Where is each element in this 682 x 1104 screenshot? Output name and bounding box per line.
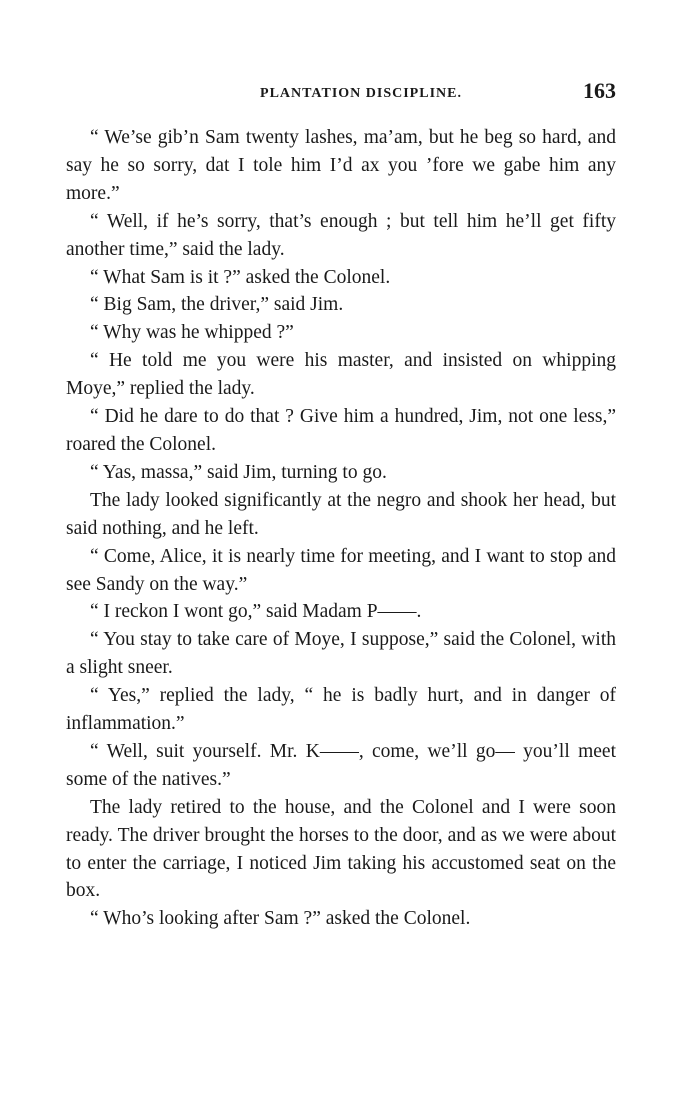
page-number: 163 <box>583 78 616 103</box>
paragraph: “ Why was he whipped ?” <box>90 322 294 344</box>
running-head: PLANTATION DISCIPLINE. <box>260 86 462 101</box>
paragraph: “ Who’s looking after Sam ?” asked the Colonel. <box>90 908 471 930</box>
paragraph: “ What Sam is it ?” asked the Colonel. <box>90 266 391 288</box>
paragraph: “ Well, if he’s sorry, that’s enough ; but tell him he’ll get fifty another time,” said the lady. <box>66 210 616 260</box>
paragraph: “ Well, suit yourself. Mr. K——, come, we’ll go— you’ll meet some of the natives.” <box>66 740 616 790</box>
paragraph: “ Come, Alice, it is nearly time for meeting, and I want to stop and see Sandy on the way.” <box>66 545 616 595</box>
paragraph: “ We’se gib’n Sam twenty lashes, ma’am, but he beg so hard, and say he so sorry, dat I tole him I’d ax you ’fore we gabe him any more.” <box>66 127 616 204</box>
paragraph: “ Yas, massa,” said Jim, turning to go. <box>90 461 387 483</box>
paragraph: “ Yes,” replied the lady, “ he is badly hurt, and in danger of inflammation.” <box>66 685 616 735</box>
page-header <box>66 76 616 112</box>
paragraph: “ Did he dare to do that ? Give him a hundred, Jim, not one less,” roared the Colonel. <box>66 406 616 455</box>
paragraph: The lady retired to the house, and the Colonel and I were soon ready. The driver brought the horses to the door, and as we were about to enter the carriage, I noticed Jim taking his accustomed seat on the box. <box>66 796 616 902</box>
paragraph: “ He told me you were his master, and insisted on whipping Moye,” replied the lady. <box>66 350 616 400</box>
paragraph: The lady looked significantly at the negro and shook her head, but said nothing, and he left. <box>66 489 616 539</box>
paragraph: “ You stay to take care of Moye, I suppose,” said the Colonel, with a slight sneer. <box>66 629 616 679</box>
body-text <box>66 124 616 933</box>
paragraph: “ Big Sam, the driver,” said Jim. <box>90 294 344 316</box>
paragraph: “ I reckon I wont go,” said Madam P——. <box>90 601 422 623</box>
